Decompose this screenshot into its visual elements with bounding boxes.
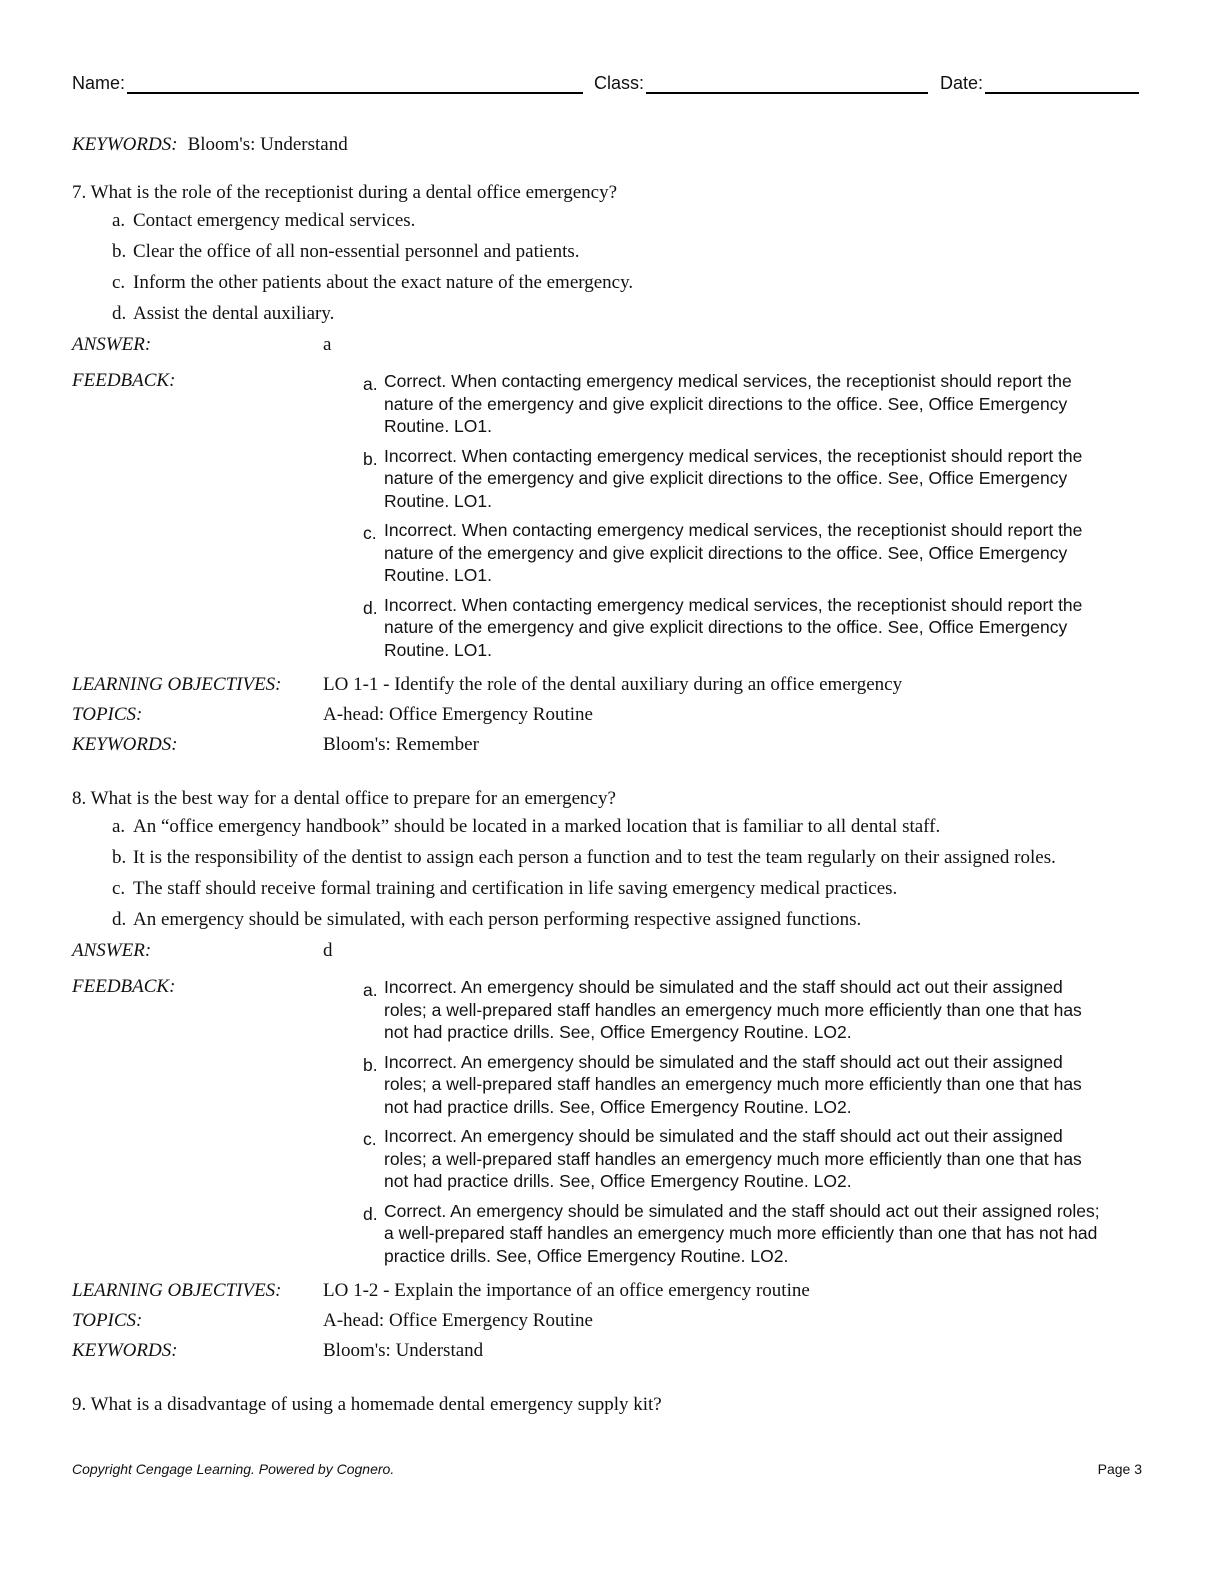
option-text: An emergency should be simulated, with each person performing respective assigned functions.	[133, 909, 862, 930]
top-keywords-label: KEYWORDS:	[72, 134, 178, 155]
feedback-item	[363, 519, 1104, 587]
class-label: Class:	[594, 73, 645, 93]
option-text: Clear the office of all non-essential personnel and patients.	[133, 241, 580, 262]
date-label: Date:	[940, 73, 984, 93]
question-9	[72, 1392, 1144, 1418]
feedback-label: FEEDBACK:	[72, 370, 176, 391]
keywords-label: KEYWORDS:	[72, 1340, 178, 1361]
topics-label: TOPICS:	[72, 1310, 143, 1331]
class-line	[646, 72, 928, 94]
option-text: Assist the dental auxiliary.	[133, 303, 335, 324]
feedback-row	[72, 362, 1144, 668]
keywords-value: Bloom's: Remember	[323, 734, 479, 755]
option-text: It is the responsibility of the dentist to assign each person a function and to test the team regularly on their assigned roles.	[133, 847, 1056, 868]
topics-row	[72, 1308, 1144, 1334]
top-keywords-value: Bloom's: Understand	[187, 134, 348, 155]
feedback-list	[323, 968, 1104, 1274]
option-text: Contact emergency medical services.	[133, 210, 416, 231]
feedback-letter: c.	[363, 1129, 377, 1149]
answer-options	[72, 208, 1144, 327]
option-b	[112, 239, 1144, 265]
option-letter: d.	[112, 909, 127, 930]
question-text: 7. What is the role of the receptionist during a dental office emergency?	[72, 182, 617, 203]
feedback-letter: d.	[363, 1203, 378, 1224]
feedback-text: Incorrect. When contacting emergency medical services, the receptionist should report the nature of the emergency and give explicit directions to the office. See, Office Emergency Routine. LO1.	[384, 520, 1083, 585]
topics-value: A-head: Office Emergency Routine	[323, 704, 593, 725]
page-header	[72, 72, 1142, 98]
topics-label: TOPICS:	[72, 704, 143, 725]
name-field	[72, 72, 583, 94]
feedback-letter: a.	[363, 980, 378, 1000]
option-a	[112, 208, 1144, 234]
option-b	[112, 845, 1144, 871]
copyright-text: Copyright Cengage Learning. Powered by Cognero.	[72, 1461, 395, 1477]
learning-objectives-row	[72, 672, 1144, 698]
question-text: 8. What is the best way for a dental office to prepare for an emergency?	[72, 788, 616, 809]
feedback-item	[363, 370, 1104, 438]
keywords-row	[72, 1338, 1144, 1364]
answer-label: ANSWER:	[72, 334, 152, 355]
feedback-letter: c.	[363, 523, 377, 543]
page-number: Page 3	[1097, 1461, 1142, 1477]
question-8	[72, 786, 1144, 1364]
question-7	[72, 180, 1144, 758]
option-d	[112, 907, 1144, 933]
feedback-item	[363, 445, 1104, 513]
answer-options	[72, 814, 1144, 933]
class-field	[594, 72, 928, 94]
feedback-label: FEEDBACK:	[72, 976, 176, 997]
feedback-text: Incorrect. When contacting emergency medical services, the receptionist should report the nature of the emergency and give explicit directions to the office. See, Office Emergency Routine. LO1.	[384, 445, 1083, 511]
feedback-text: Incorrect. When contacting emergency medical services, the receptionist should report the nature of the emergency and give explicit directions to the office. See, Office Emergency Routine. LO1.	[384, 594, 1083, 660]
option-text: The staff should receive formal training and certification in life saving emergency medical practices.	[133, 878, 898, 899]
option-letter: b.	[112, 241, 127, 262]
keywords-label: KEYWORDS:	[72, 734, 178, 755]
option-d	[112, 301, 1144, 327]
learning-objectives-value: LO 1-1 - Identify the role of the dental auxiliary during an office emergency	[323, 674, 903, 695]
feedback-text: Incorrect. An emergency should be simulated and the staff should act out their assigned roles; a well-prepared staff handles an emergency much more efficiently than one that has not had practice drills. See, Office Emergency Routine. LO2.	[384, 1051, 1082, 1117]
feedback-letter: b.	[363, 448, 378, 469]
topics-row	[72, 702, 1144, 728]
top-keywords	[72, 134, 1144, 156]
page-content	[72, 134, 1144, 1420]
feedback-list	[323, 362, 1104, 668]
feedback-letter: a.	[363, 374, 378, 394]
name-line	[127, 72, 583, 94]
learning-objectives-row	[72, 1278, 1144, 1304]
feedback-item	[363, 1051, 1104, 1119]
answer-row	[72, 938, 1144, 964]
keywords-value: Bloom's: Understand	[323, 1340, 484, 1361]
option-letter: a.	[112, 816, 126, 837]
feedback-letter: d.	[363, 597, 378, 618]
option-letter: c.	[112, 878, 126, 899]
answer-value: d	[323, 940, 333, 961]
question-text: 9. What is a disadvantage of using a homemade dental emergency supply kit?	[72, 1394, 662, 1415]
option-letter: b.	[112, 847, 127, 868]
feedback-item	[363, 1200, 1104, 1268]
answer-row	[72, 332, 1144, 358]
feedback-row	[72, 968, 1144, 1274]
option-letter: a.	[112, 210, 126, 231]
date-field	[940, 72, 1139, 94]
option-c	[112, 270, 1144, 296]
option-letter: d.	[112, 303, 127, 324]
option-letter: c.	[112, 272, 126, 293]
answer-value: a	[323, 334, 332, 355]
option-c	[112, 876, 1144, 902]
learning-objectives-value: LO 1-2 - Explain the importance of an office emergency routine	[323, 1280, 810, 1301]
feedback-text: Correct. An emergency should be simulated and the staff should act out their assigned roles; a well-prepared staff handles an emergency much more efficiently than one that has not had practice drills. See, Office Emergency Routine. LO2.	[384, 1200, 1100, 1266]
option-text: An “office emergency handbook” should be located in a marked location that is familiar to all dental staff.	[133, 816, 941, 837]
feedback-item	[363, 976, 1104, 1044]
learning-objectives-label: LEARNING OBJECTIVES:	[72, 1280, 282, 1301]
feedback-item	[363, 1125, 1104, 1193]
feedback-text: Correct. When contacting emergency medical services, the receptionist should report the nature of the emergency and give explicit directions to the office. See, Office Emergency Routine. LO1.	[384, 371, 1072, 436]
name-label: Name:	[72, 73, 126, 93]
feedback-text: Incorrect. An emergency should be simulated and the staff should act out their assigned roles; a well-prepared staff handles an emergency much more efficiently than one that has not had practice drills. See, Office Emergency Routine. LO2.	[384, 1126, 1082, 1191]
answer-label: ANSWER:	[72, 940, 152, 961]
option-a	[112, 814, 1144, 840]
option-text: Inform the other patients about the exact nature of the emergency.	[133, 272, 634, 293]
learning-objectives-label: LEARNING OBJECTIVES:	[72, 674, 282, 695]
topics-value: A-head: Office Emergency Routine	[323, 1310, 593, 1331]
feedback-letter: b.	[363, 1054, 378, 1075]
feedback-text: Incorrect. An emergency should be simulated and the staff should act out their assigned roles; a well-prepared staff handles an emergency much more efficiently than one that has not had practice drills. See, Office Emergency Routine. LO2.	[384, 977, 1082, 1042]
date-line	[985, 72, 1139, 94]
feedback-item	[363, 594, 1104, 662]
keywords-row	[72, 732, 1144, 758]
